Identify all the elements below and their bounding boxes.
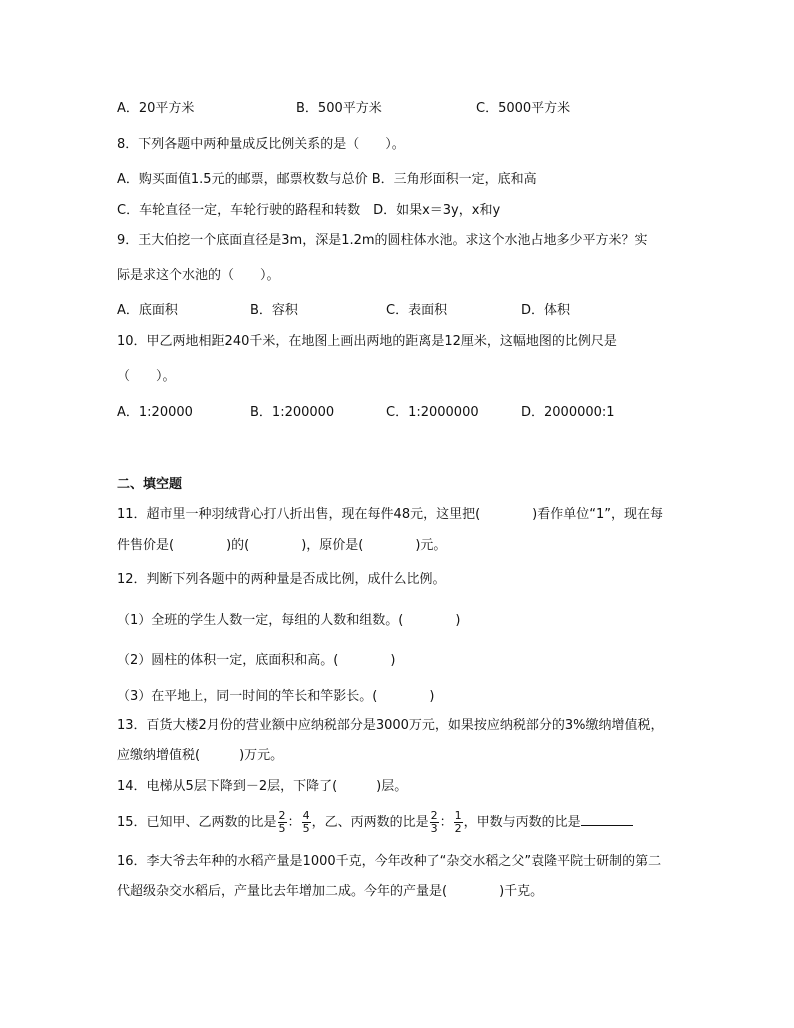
- q7-option-a: A．20平方米: [117, 101, 195, 116]
- q15-stem: [117, 810, 633, 836]
- fraction-one-half: [454, 810, 463, 835]
- fraction-four-fifths: [302, 810, 311, 835]
- q7-option-c: C．5000平方米: [476, 101, 571, 116]
- fraction-denominator: 2: [454, 822, 462, 835]
- q8-options-ab: A．购买面值1.5元的邮票，邮票枚数与总价 B．三角形面积一定，底和高: [117, 172, 537, 187]
- ratio-colon: ：: [287, 815, 301, 830]
- q7-option-b: B．500平方米: [296, 101, 382, 116]
- fraction-numerator: 2: [430, 809, 438, 822]
- q16-stem-line2: 代超级杂交水稻后，产量比去年增加二成。今年的产量是( )千克。: [117, 884, 544, 899]
- q14-stem: 14．电梯从5层下降到－2层，下降了( )层。: [117, 779, 408, 794]
- q12-item-2: （2）圆柱的体积一定，底面积和高。( ): [117, 653, 396, 668]
- q15-middle-text: ，乙、丙两数的比是: [311, 815, 429, 830]
- q10-option-c: C．1:2000000: [386, 405, 479, 420]
- q12-item-3: （3）在平地上，同一时间的竿长和竿影长。( ): [117, 689, 435, 704]
- fraction-numerator: 2: [278, 809, 286, 822]
- q10-option-a: A．1:20000: [117, 405, 193, 420]
- q9-option-c: C．表面积: [386, 303, 448, 318]
- q10-option-d: D．2000000:1: [521, 405, 615, 420]
- fraction-denominator: 3: [430, 822, 438, 835]
- q8-options-cd: C．车轮直径一定，车轮行驶的路程和转数 D．如果x＝3y，x和y: [117, 203, 501, 218]
- q16-stem-line1: 16．李大爷去年种的水稻产量是1000千克，今年改种了“杂交水稻之父”袁隆平院士研制的第二: [117, 854, 662, 869]
- q13-stem-line2: 应缴纳增值税( )万元。: [117, 748, 284, 763]
- q10-option-b: B．1:200000: [250, 405, 335, 420]
- section-heading-fill-in: 二、填空题: [117, 477, 183, 492]
- fraction-numerator: 1: [454, 809, 462, 822]
- fraction-two-thirds: [430, 810, 439, 835]
- q11-stem-line2: 件售价是( )的( )，原价是( )元。: [117, 538, 447, 553]
- q12-item-1: （1）全班的学生人数一定，每组的人数和组数。( ): [117, 613, 461, 628]
- q9-option-d: D．体积: [521, 303, 571, 318]
- fraction-denominator: 5: [278, 822, 286, 835]
- fraction-numerator: 4: [302, 809, 310, 822]
- q10-stem-line1: 10．甲乙两地相距240千米，在地图上画出两地的距离是12厘米，这幅地图的比例尺是: [117, 334, 617, 349]
- q10-stem-line2: （ ）。: [117, 369, 176, 384]
- q11-stem-line1: 11．超市里一种羽绒背心打八折出售，现在每件48元，这里把( )看作单位“1”，现在每: [117, 507, 663, 522]
- q9-stem-line2: 际是求这个水池的（ ）。: [117, 268, 280, 283]
- q9-option-a: A．底面积: [117, 303, 178, 318]
- q9-option-b: B．容积: [250, 303, 298, 318]
- q9-stem-line1: 9．王大伯挖一个底面直径是3m，深是1.2m的圆柱体水池。求这个水池占地多少平方米？实: [117, 233, 648, 248]
- fraction-two-fifths: [278, 810, 287, 835]
- q15-suffix: ，甲数与丙数的比是: [463, 815, 581, 830]
- q12-stem: 12．判断下列各题中的两种量是否成比例，成什么比例。: [117, 572, 446, 587]
- ratio-colon: ：: [439, 815, 453, 830]
- q13-stem-line1: 13．百货大楼2月份的营业额中应纳税部分是3000万元，如果按应纳税部分的3%缴纳增值税，: [117, 718, 664, 733]
- q8-stem: 8．下列各题中两种量成反比例关系的是（ ）。: [117, 137, 405, 152]
- q15-prefix: 15．已知甲、乙两数的比是: [117, 815, 277, 830]
- fraction-denominator: 5: [302, 822, 310, 835]
- answer-blank-line[interactable]: [581, 811, 633, 826]
